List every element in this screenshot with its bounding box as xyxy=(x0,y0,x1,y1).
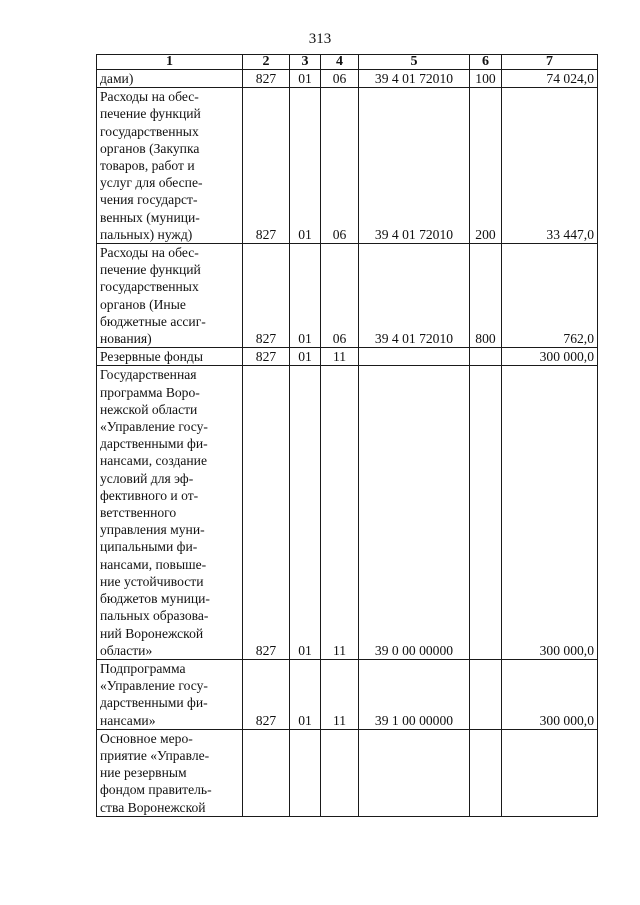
row-target-code: 39 1 00 00000 xyxy=(359,659,470,729)
row-section-code: 01 xyxy=(290,88,321,244)
row-ministry-code: 827 xyxy=(243,70,290,88)
row-expense-type xyxy=(470,348,502,366)
row-target-code xyxy=(359,729,470,816)
header-row xyxy=(97,55,598,70)
row-expense-type xyxy=(470,659,502,729)
row-ministry-code: 827 xyxy=(243,244,290,348)
row-section-code: 01 xyxy=(290,70,321,88)
row-expense-type xyxy=(470,366,502,659)
row-target-code: 39 4 01 72010 xyxy=(359,88,470,244)
header-col-2: 2 xyxy=(243,55,290,70)
row-amount xyxy=(502,729,598,816)
table-row xyxy=(97,729,598,816)
row-amount: 300 000,0 xyxy=(502,348,598,366)
row-subsection-code xyxy=(321,729,359,816)
row-section-code: 01 xyxy=(290,659,321,729)
row-name: Резервные фонды xyxy=(97,348,243,366)
header-col-3: 3 xyxy=(290,55,321,70)
row-amount: 300 000,0 xyxy=(502,366,598,659)
budget-table xyxy=(96,54,598,817)
table-row xyxy=(97,348,598,366)
row-ministry-code: 827 xyxy=(243,366,290,659)
row-name: Государственная программа Воро- нежской области «Управление госу- дарственными фи- нансами, создание условий для эф- фективного и от- ветственного управления муни- ципальными фи- нансами, повыше- ние устойчивости бюджетов муници- пальных образова- ний Воронежской области» xyxy=(97,366,243,659)
row-section-code: 01 xyxy=(290,244,321,348)
header-col-6: 6 xyxy=(470,55,502,70)
row-target-code: 39 4 01 72010 xyxy=(359,244,470,348)
row-ministry-code xyxy=(243,729,290,816)
row-target-code xyxy=(359,348,470,366)
row-amount: 33 447,0 xyxy=(502,88,598,244)
row-name: дами) xyxy=(97,70,243,88)
row-subsection-code: 06 xyxy=(321,88,359,244)
header-col-5: 5 xyxy=(359,55,470,70)
row-target-code: 39 4 01 72010 xyxy=(359,70,470,88)
row-name: Расходы на обес- печение функций государственных органов (Иные бюджетные ассиг- нования) xyxy=(97,244,243,348)
row-amount: 74 024,0 xyxy=(502,70,598,88)
row-subsection-code: 11 xyxy=(321,659,359,729)
row-subsection-code: 11 xyxy=(321,366,359,659)
row-ministry-code: 827 xyxy=(243,659,290,729)
row-subsection-code: 06 xyxy=(321,70,359,88)
table-row xyxy=(97,659,598,729)
row-amount: 300 000,0 xyxy=(502,659,598,729)
table-row xyxy=(97,70,598,88)
row-section-code xyxy=(290,729,321,816)
table-row xyxy=(97,366,598,659)
row-subsection-code: 06 xyxy=(321,244,359,348)
row-ministry-code: 827 xyxy=(243,88,290,244)
row-section-code: 01 xyxy=(290,348,321,366)
header-col-7: 7 xyxy=(502,55,598,70)
header-col-4: 4 xyxy=(321,55,359,70)
row-expense-type: 100 xyxy=(470,70,502,88)
table-row xyxy=(97,88,598,244)
row-section-code: 01 xyxy=(290,366,321,659)
table-row xyxy=(97,244,598,348)
row-expense-type xyxy=(470,729,502,816)
row-name: Основное меро- приятие «Управле- ние резервным фондом правитель- ства Воронежской xyxy=(97,729,243,816)
row-expense-type: 800 xyxy=(470,244,502,348)
row-target-code: 39 0 00 00000 xyxy=(359,366,470,659)
row-amount: 762,0 xyxy=(502,244,598,348)
header-col-1: 1 xyxy=(97,55,243,70)
row-subsection-code: 11 xyxy=(321,348,359,366)
row-ministry-code: 827 xyxy=(243,348,290,366)
row-name: Подпрограмма «Управление госу- дарственными фи- нансами» xyxy=(97,659,243,729)
row-expense-type: 200 xyxy=(470,88,502,244)
row-name: Расходы на обес- печение функций государственных органов (Закупка товаров, работ и услуг для обеспе- чения государст- венных (муници- пальных) нужд) xyxy=(97,88,243,244)
page-number: 313 xyxy=(308,31,332,47)
